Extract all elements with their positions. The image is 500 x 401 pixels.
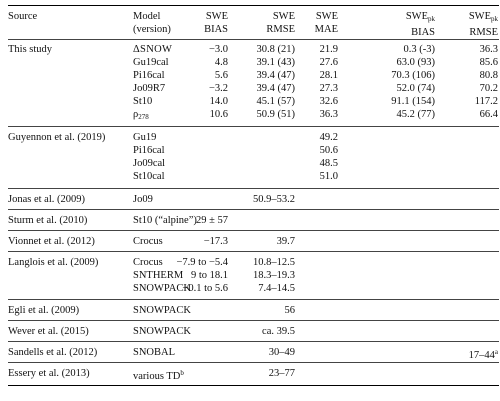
swe-mae-cell: 51.0 (319, 171, 338, 182)
swe-bias-cell: 9 to 18.1 (190, 270, 228, 281)
source-cell: Langlois et al. (2009) (8, 257, 99, 268)
swepk-bias-cell: 0.3 (-3) (403, 44, 435, 55)
source-cell: Sandells et al. (2012) (8, 347, 98, 358)
model-cell: SNOBAL (133, 347, 176, 358)
header-swe-mae: SWE MAE (314, 11, 338, 35)
group-rule (8, 230, 499, 231)
swe-mae-cell: 32.6 (319, 96, 338, 107)
source-cell: Egli et al. (2009) (8, 305, 80, 316)
group-rule (8, 362, 499, 363)
swe-bias-cell: 5.6 (214, 70, 228, 81)
model-cell: Crocus (133, 257, 163, 268)
swe-mae-cell: 27.6 (319, 57, 338, 68)
swe-mae-cell: 50.6 (319, 145, 338, 156)
swepk-bias-cell: 45.2 (77) (396, 109, 435, 120)
swe-rmse-cell: 7.4–14.5 (258, 283, 295, 294)
group-rule (8, 251, 499, 252)
group-rule (8, 126, 499, 127)
group-rule (8, 188, 499, 189)
source-cell: Guyennon et al. (2019) (8, 132, 106, 143)
swe-mae-cell: 27.3 (319, 83, 338, 94)
swe-rmse-cell: 39.7 (276, 236, 295, 247)
model-cell: St10cal (133, 171, 165, 182)
swepk-bias-cell: 52.0 (74) (396, 83, 435, 94)
swe-mae-cell: 28.1 (319, 70, 338, 81)
swe-bias-cell: −17.3 (203, 236, 228, 247)
header-source: Source (8, 11, 38, 22)
swe-rmse-cell: ca. 39.5 (262, 326, 295, 337)
model-cell: Jo09cal (133, 158, 166, 169)
swe-bias-cell: 10.6 (209, 109, 228, 120)
swe-rmse-cell: 30.8 (21) (256, 44, 295, 55)
swe-rmse-cell: 30–49 (268, 347, 295, 358)
swe-bias-cell: −7.9 to −5.4 (176, 257, 228, 268)
swe-mae-cell: 48.5 (319, 158, 338, 169)
model-cell: St10 (133, 96, 153, 107)
model-cell: St10 (“alpine”) (133, 215, 197, 226)
source-cell: Sturm et al. (2010) (8, 215, 88, 226)
model-cell: ΔSNOW (133, 44, 173, 55)
swepk-rmse-cell: 66.4 (479, 109, 498, 120)
swepk-rmse-cell: 36.3 (479, 44, 498, 55)
header-model: Model (version) (133, 11, 171, 35)
header-swepk-bias: $SWE_{pk}$ BIAS (405, 11, 435, 38)
swepk-rmse-cell: 117.2 (474, 96, 498, 107)
source-cell: This study (8, 44, 53, 55)
model-cell: Pi16cal (133, 70, 165, 81)
swepk-rmse-cell: 80.8 (479, 70, 498, 81)
swe-bias-cell: −0.1 to 5.6 (182, 283, 228, 294)
model-cell: SNTHERM (133, 270, 184, 281)
source-cell: Jonas et al. (2009) (8, 194, 85, 205)
group-rule (8, 341, 499, 342)
model-cell: Gu19cal (133, 57, 169, 68)
swepk-rmse-cell: 85.6 (479, 57, 498, 68)
swe-rmse-cell: 56 (284, 305, 295, 316)
swe-rmse-cell: 23–77 (268, 368, 295, 379)
swe-bias-cell: −3.2 (208, 83, 228, 94)
swe-rmse-cell: 50.9 (51) (256, 109, 295, 120)
header-swe-rmse: SWE RMSE (266, 11, 295, 35)
swe-bias-cell: 29 ± 57 (195, 215, 228, 226)
model-cell: Gu19 (133, 132, 157, 143)
swe-bias-cell: −3.0 (208, 44, 228, 55)
header-swepk-rmse: $SWE_{pk}$ RMSE (468, 11, 498, 38)
swe-rmse-cell: 39.4 (47) (256, 70, 295, 81)
model-cell: SNOWPACK (133, 326, 191, 337)
model-cell: various $TD^b$ (133, 369, 184, 382)
model-cell: Jo09R7 (133, 83, 166, 94)
swe-rmse-cell: 45.1 (57) (256, 96, 295, 107)
header-rule (8, 39, 499, 40)
swepk-bias-cell: 91.1 (154) (391, 96, 435, 107)
footnote-a: a (494, 348, 498, 356)
bottom-rule (8, 385, 499, 386)
swe-bias-cell: 4.8 (214, 57, 228, 68)
model-cell-rho278 (133, 108, 149, 124)
swe-bias-cell: 14.0 (209, 96, 228, 107)
model-rho-label: $\rho_{278}$ (133, 109, 149, 121)
swepk-rmse-cell: 70.2 (479, 83, 498, 94)
swepk-bias-cell: 63.0 (93) (396, 57, 435, 68)
swe-rmse-cell: 18.3–19.3 (253, 270, 295, 281)
model-cell: Crocus (133, 236, 163, 247)
model-cell: Jo09 (133, 194, 153, 205)
swe-mae-cell: 36.3 (319, 109, 338, 120)
header-swe-bias: SWE BIAS (204, 11, 228, 35)
swe-rmse-cell: 39.4 (47) (256, 83, 295, 94)
source-cell: Vionnet et al. (2012) (8, 236, 95, 247)
source-cell: Essery et al. (2013) (8, 368, 90, 379)
footnote-b: b (180, 369, 184, 377)
swe-rmse-cell: 10.8–12.5 (253, 257, 295, 268)
group-rule (8, 299, 499, 300)
source-cell: Wever et al. (2015) (8, 326, 89, 337)
swe-rmse-cell: 50.9–53.2 (253, 194, 295, 205)
swe-mae-cell: 21.9 (319, 44, 338, 55)
swe-mae-cell: 49.2 (319, 132, 338, 143)
group-rule (8, 320, 499, 321)
group-rule (8, 209, 499, 210)
model-cell: SNOWPACK (133, 283, 191, 294)
swe-rmse-cell: 39.1 (43) (256, 57, 295, 68)
top-rule (8, 5, 499, 6)
rho-subscript: 278 (138, 113, 149, 121)
swepk-bias-cell: 70.3 (106) (391, 70, 435, 81)
model-cell: SNOWPACK (133, 305, 191, 316)
swepk-rmse-cell: 17–44$^a$ (468, 348, 498, 361)
model-cell: Pi16cal (133, 145, 165, 156)
